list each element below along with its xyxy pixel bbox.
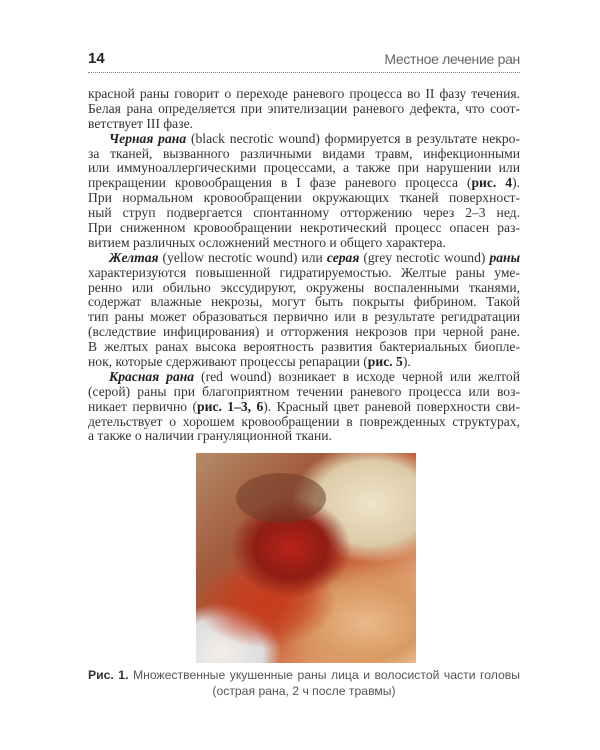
- text-line: [88, 161, 520, 176]
- caption-line-2: (острая рана, 2 ч после травмы): [212, 684, 396, 698]
- text-run: (grey necrotic wound): [359, 249, 490, 265]
- text-line: [88, 325, 520, 340]
- photo-detail: [236, 473, 326, 523]
- running-title: Местное лечение ран: [384, 51, 520, 67]
- text-run: Белая рана определяется при эпителизации раневого дефекта, что соот-: [88, 100, 520, 116]
- text-run: В желтых ранах высока вероятность развития бактериальных биопле-: [88, 339, 520, 355]
- emphasis-text: Желтая: [109, 249, 159, 265]
- text-line: [88, 266, 520, 281]
- text-run: ). Красный цвет раневой поверхности сви-: [263, 398, 520, 414]
- text-run: нок, которые сдерживают процессы репарации (: [88, 354, 368, 370]
- text-line: [88, 221, 520, 236]
- text-line: [88, 236, 520, 251]
- emphasis-text: рис. 4: [471, 175, 513, 191]
- text-line: [88, 132, 520, 147]
- text-run: ный струп подвергается спонтанному отторжению через 2–3 нед.: [88, 205, 520, 221]
- text-run: (yellow necrotic wound) или: [158, 249, 327, 265]
- text-run: ренно или обильно экссудируют, окружены воспаленными тканями,: [88, 279, 520, 295]
- text-line: [88, 400, 520, 415]
- caption-line-1: [88, 667, 520, 683]
- text-line: [88, 429, 520, 444]
- text-run: содержат влажные некрозы, могут быть покрыты фибрином. Такой: [88, 294, 520, 310]
- emphasis-text: Черная рана: [109, 130, 187, 146]
- text-run: (black necrotic wound) формируется в результате некро-: [186, 130, 520, 146]
- emphasis-text: раны: [489, 249, 521, 265]
- text-run: детельствует о хорошем кровообращении в поврежденных структурах,: [88, 413, 520, 429]
- emphasis-text: рис. 5: [367, 354, 403, 370]
- text-run: а также о наличии грануляционной ткани.: [88, 428, 332, 444]
- text-line: [88, 385, 520, 400]
- figure-photo: [196, 453, 416, 663]
- emphasis-text: Красная рана: [109, 368, 195, 384]
- text-line: [88, 102, 520, 117]
- text-run: ).: [402, 354, 411, 370]
- text-line: [88, 251, 520, 266]
- text-run: (серой) раны при благоприятном течении раневого процесса или воз-: [88, 383, 520, 399]
- text-line: [88, 415, 520, 430]
- text-run: ветствует III фазе.: [88, 115, 194, 131]
- text-run: прекращении кровообращения в I фазе раневого процесса (: [88, 175, 472, 191]
- text-line: [88, 87, 520, 102]
- text-line: [88, 295, 520, 310]
- text-line: [88, 147, 520, 162]
- text-run: ).: [512, 175, 520, 191]
- text-run: (red wound) возникает в исходе черной или желтой: [194, 368, 520, 384]
- text-line: [88, 206, 520, 221]
- text-run: характеризуются повышенной гидратируемостью. Желтые раны уме-: [88, 264, 520, 280]
- text-run: витием различных осложнений местного и общего характера.: [88, 234, 446, 250]
- header-divider: [88, 72, 520, 73]
- text-line: [88, 340, 520, 355]
- text-line: [88, 191, 520, 206]
- emphasis-text: серая: [326, 249, 360, 265]
- text-line: [88, 310, 520, 325]
- text-run: При нормальном кровообращении окружающих тканей поверхност-: [88, 190, 520, 206]
- text-run: красной раны говорит о переходе раневого процесса во II фазу течения.: [88, 86, 520, 101]
- text-line: [88, 176, 520, 191]
- text-line: [88, 117, 520, 132]
- text-line: [88, 281, 520, 296]
- caption-text: Множественные укушенные раны лица и волосистой части головы: [128, 668, 520, 682]
- body-text: [88, 87, 520, 444]
- figure-caption: [88, 667, 520, 699]
- text-line: [88, 370, 520, 385]
- text-run: тип раны может образоваться первично или в результате регидратации: [88, 309, 520, 325]
- text-run: никает первично (: [88, 398, 198, 414]
- emphasis-text: рис. 1–3, 6: [197, 398, 264, 414]
- page-number: 14: [88, 50, 105, 67]
- figure-label: Рис. 1.: [88, 668, 129, 682]
- text-line: [88, 355, 520, 370]
- text-run: или иммуноаллергическими процессами, а также при нарушении или: [88, 160, 520, 176]
- text-run: за тканей, вызванного различными видами травм, инфекционными: [88, 145, 520, 161]
- text-run: (вследствие инфицирования) и отторжения некрозов при черной ране.: [88, 324, 520, 340]
- text-run: При сниженном кровообращении некротический процесс опасен раз-: [88, 220, 520, 236]
